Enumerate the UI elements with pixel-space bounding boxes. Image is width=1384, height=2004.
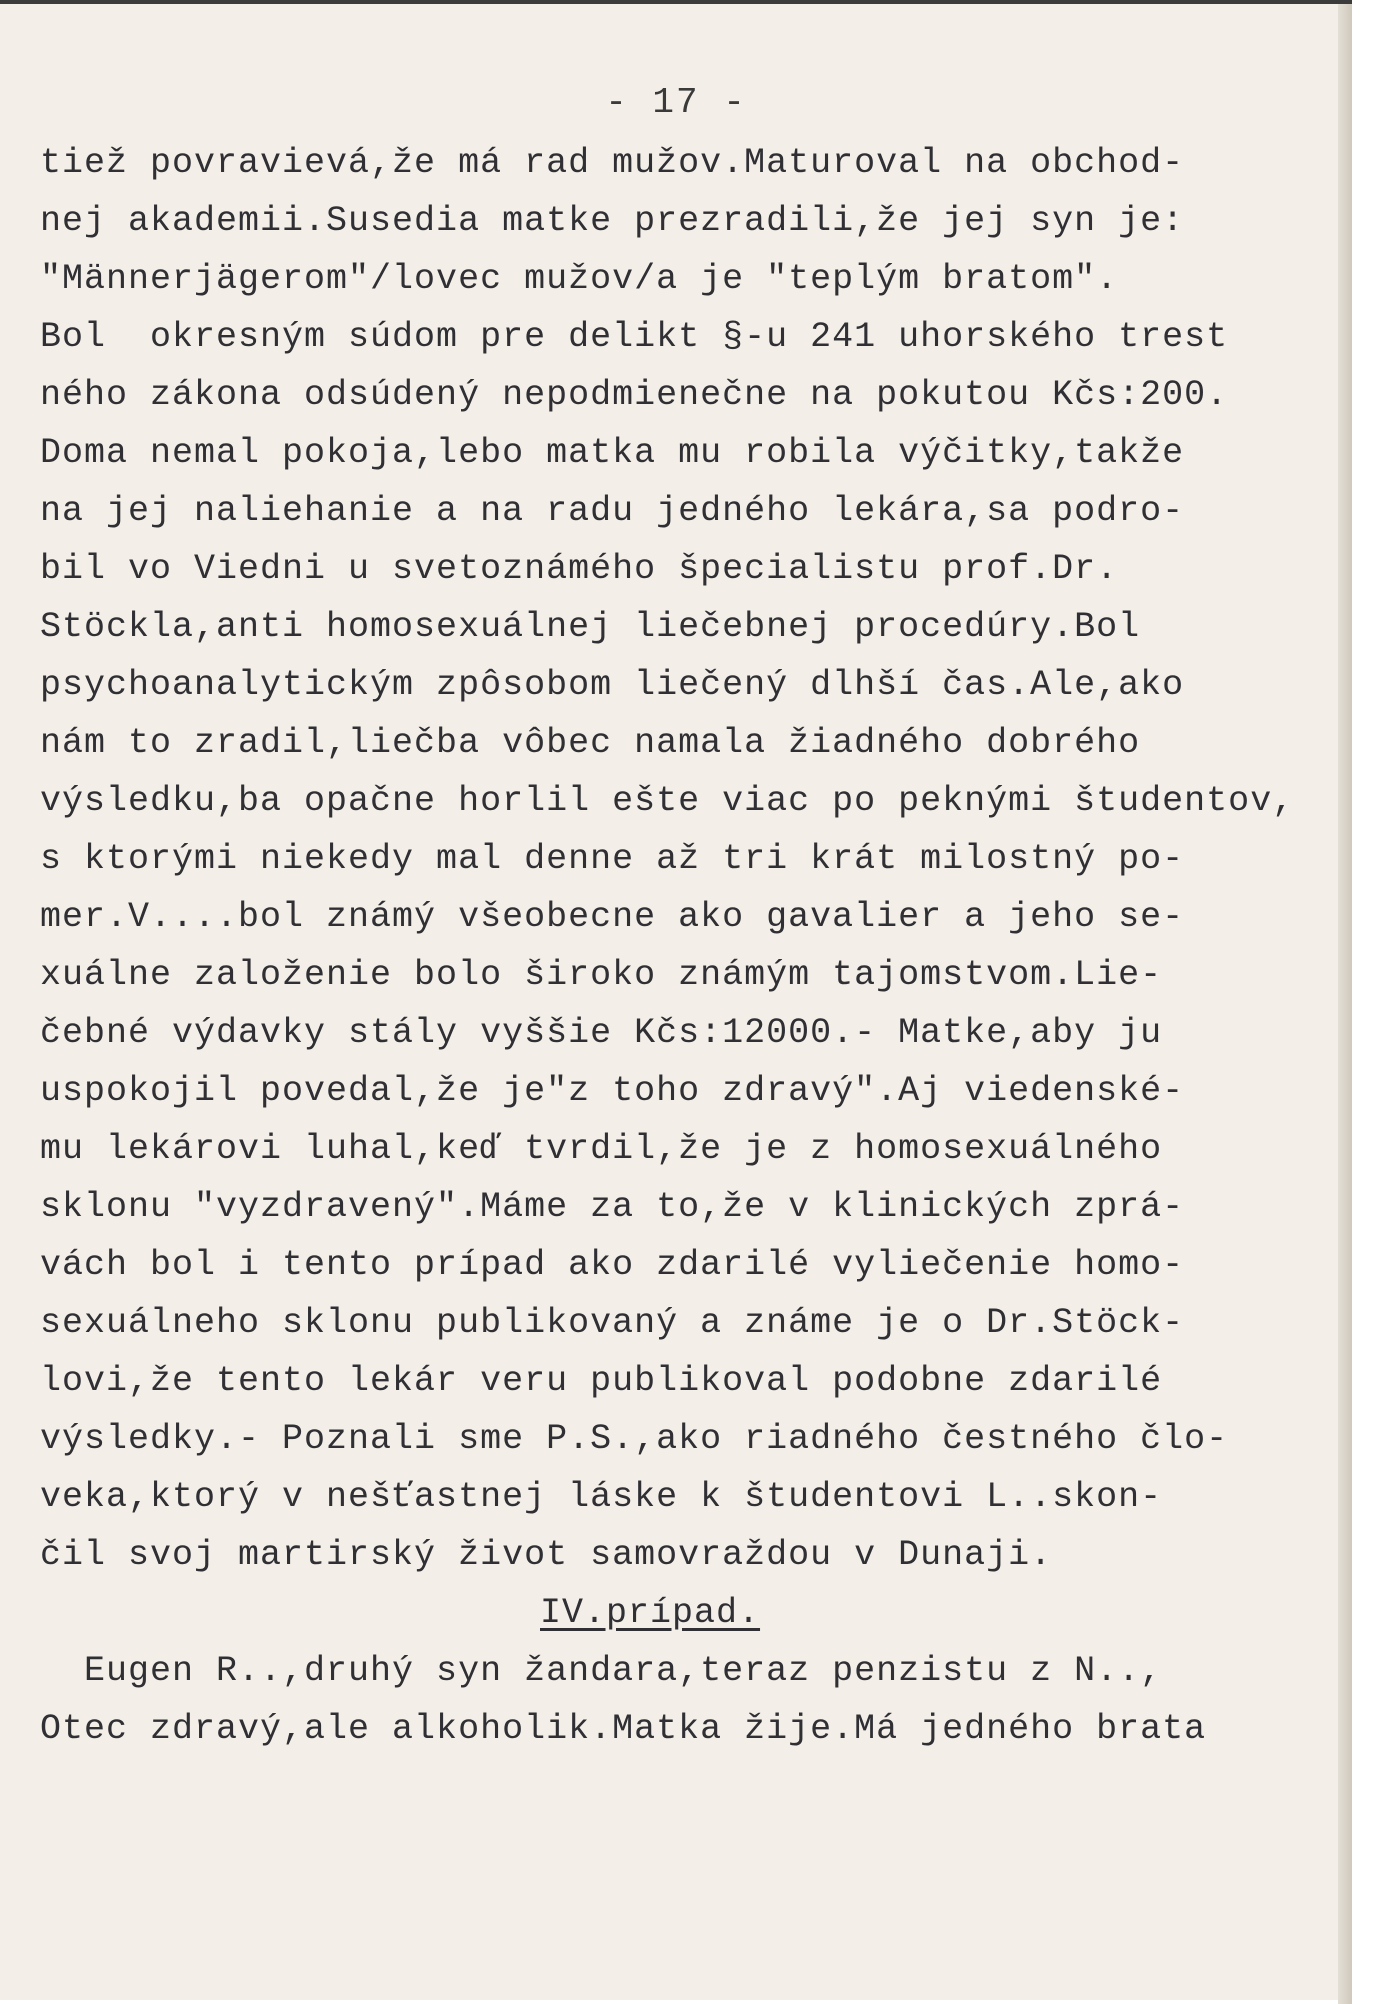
- text-line: mer.V....bol známý všeobecne ako gavalier a jeho se-: [40, 897, 1185, 937]
- text-line: nej akademii.Susedia matke prezradili,že jej syn je:: [40, 201, 1185, 241]
- text-line: výsledku,ba opačne horlil ešte viac po peknými študentov,: [40, 781, 1295, 821]
- page-edge-shadow: [1338, 4, 1352, 2004]
- text-line: na jej naliehanie a na radu jedného lekára,sa podro-: [40, 491, 1185, 531]
- text-line: uspokojil povedal,že je"z toho zdravý".Aj viedenské-: [40, 1071, 1185, 1111]
- text-line: psychoanalytickým zpôsobom liečený dlhší čas.Ale,ako: [40, 665, 1185, 705]
- text-line: bil vo Viedni u svetoznámého špecialistu prof.Dr.: [40, 549, 1119, 589]
- text-line: veka,ktorý v nešťastnej láske k študentovi L..skon-: [40, 1477, 1163, 1517]
- text-line: sexuálneho sklonu publikovaný a známe je o Dr.Stöck-: [40, 1303, 1185, 1343]
- text-line: Eugen R..,druhý syn žandara,teraz penzistu z N..,: [40, 1651, 1163, 1691]
- text-line: tiež povravievá,že má rad mužov.Maturoval na obchod-: [40, 143, 1185, 183]
- text-line: "Männerjägerom"/lovec mužov/a je "teplým bratom".: [40, 259, 1119, 299]
- text-line: ného zákona odsúdený nepodmienečne na pokutou Kčs:200.: [40, 375, 1229, 415]
- section-heading: [40, 1584, 1340, 1642]
- text-line: Doma nemal pokoja,lebo matka mu robila výčitky,takže: [40, 433, 1185, 473]
- text-line: výsledky.- Poznali sme P.S.,ako riadného čestného člo-: [40, 1419, 1229, 1459]
- text-line: nám to zradil,liečba vôbec namala žiadného dobrého: [40, 723, 1141, 763]
- text-line: xuálne založenie bolo široko známým tajomstvom.Lie-: [40, 955, 1163, 995]
- page-number: - 17 -: [605, 82, 747, 123]
- text-line: čebné výdavky stály vyššie Kčs:12000.- Matke,aby ju: [40, 1013, 1163, 1053]
- text-line: s ktorými niekedy mal denne až tri krát milostný po-: [40, 839, 1185, 879]
- section-heading-text: IV.prípad.: [540, 1593, 761, 1633]
- text-line: Stöckla,anti homosexuálnej liečebnej procedúry.Bol: [40, 607, 1141, 647]
- text-line: čil svoj martirský život samovraždou v Dunaji.: [40, 1535, 1053, 1575]
- text-line: sklonu "vyzdravený".Máme za to,že v klinických zprá-: [40, 1187, 1185, 1227]
- text-line: Otec zdravý,ale alkoholik.Matka žije.Má jedného brata: [40, 1709, 1207, 1749]
- text-line: Bol okresným súdom pre delikt §-u 241 uhorského trest: [40, 317, 1229, 357]
- text-line: lovi,že tento lekár veru publikoval podobne zdarilé: [40, 1361, 1163, 1401]
- text-line: mu lekárovi luhal,keď tvrdil,že je z homosexuálného: [40, 1129, 1163, 1169]
- text-line: vách bol i tento prípad ako zdarilé vyliečenie homo-: [40, 1245, 1185, 1285]
- typed-text-body: [40, 134, 1340, 1758]
